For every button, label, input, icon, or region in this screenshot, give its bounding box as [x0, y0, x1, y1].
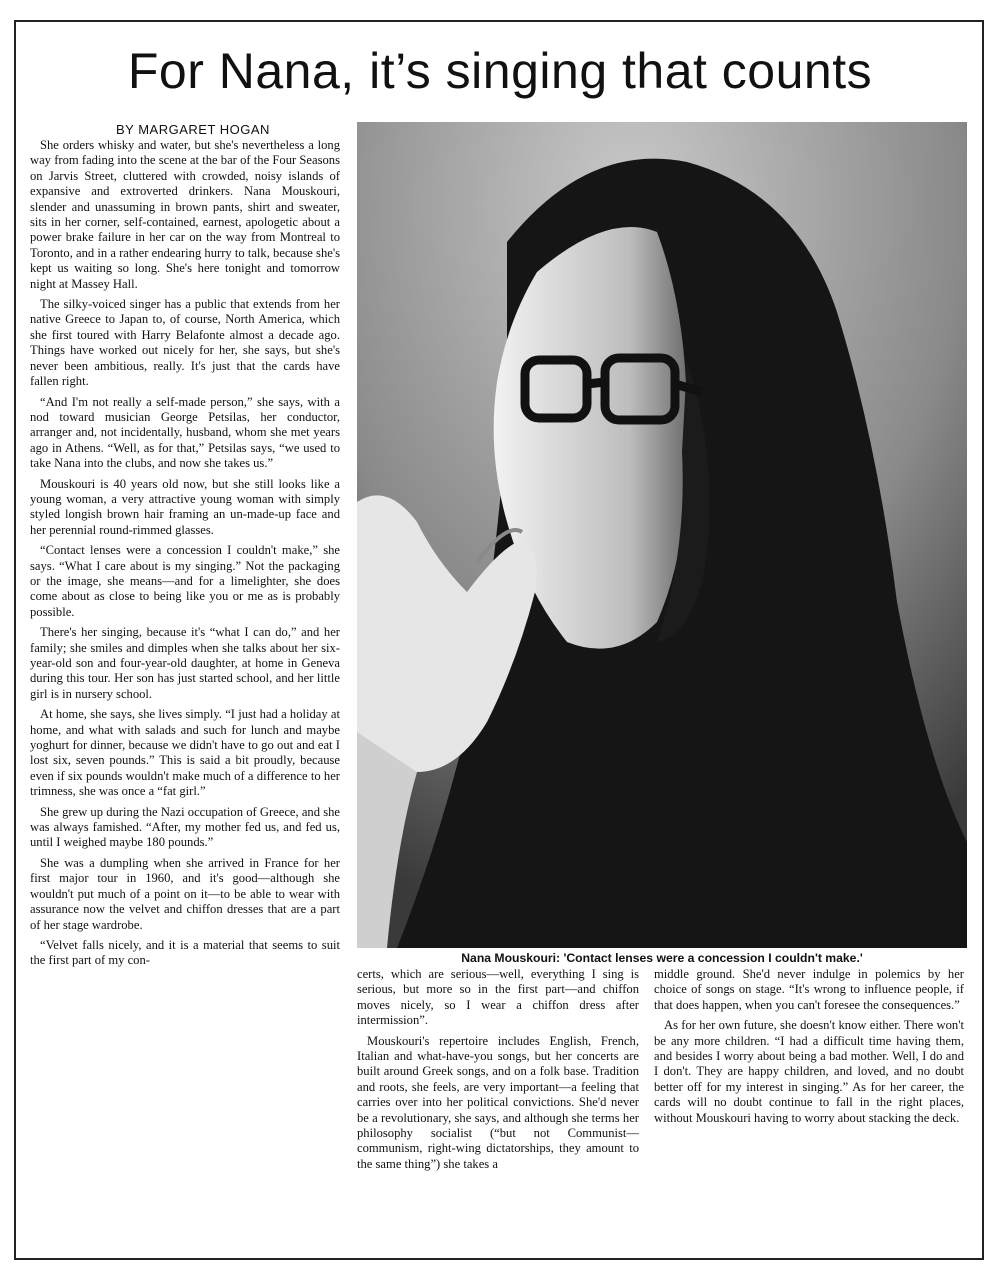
paragraph: There's her singing, because it's “what I can do,” and her family; she smiles and dimples when she talks about her six-year-old son and four-year-old daughter, at home in Geneva during this tour. Her son has just started school, and her little girl is in nursery school.	[30, 625, 340, 701]
paragraph: “Contact lenses were a concession I couldn't make,” she says. “What I care about is my singing.” Not the packaging or the image, she means—and for a limelighter, she does come about as close to being like you or me as is probably possible.	[30, 543, 340, 619]
paragraph: “And I'm not really a self-made person,” she says, with a nod toward musician George Petsilas, her conductor, arranger and, not incidentally, husband, whom she met years ago in Athens. “Well, as for that,” Petsilas says, “we used to take Nana into the clubs, and now she takes us.”	[30, 394, 340, 471]
paragraph: At home, she says, she lives simply. “I just had a holiday at home, and what with salads and such for lunch and maybe yoghurt for dinner, because we didn't have to go out and eat I lost six, seven pounds.” This is said a bit proudly, because even if six pounds wouldn't make much of a difference to her trimness, she was once a “fat girl.”	[30, 707, 340, 799]
paragraph: certs, which are serious—well, everything I sing is serious, but more so in the first part—and chiffon moves nicely, so I wear a chiffon dress after intermission”.	[357, 967, 639, 1028]
article-column-1	[30, 138, 340, 974]
paragraph: She was a dumpling when she arrived in France for her first major tour in 1960, and it's good—although she wouldn't put much of a point on it—to be able to wear with assurance now the velvet and chiffon dresses that are a part of her stage wardrobe.	[30, 855, 340, 932]
paragraph: As for her own future, she doesn't know either. There won't be any more children. “I had a difficult time having them, and besides I worry about being a bad mother. Well, I do and I don't. They are happy children, and loved, and no doubt better off for my interest in singing.” As for her career, the cards will no doubt continue to fall in the right places, without Mouskouri having to worry about stacking the deck.	[654, 1018, 964, 1125]
article-column-3	[654, 967, 964, 1131]
paragraph: The silky-voiced singer has a public that extends from her native Greece to Japan to, of course, North America, which she first toured with Harry Belafonte almost a decade ago. Things have worked out nicely for her, she says, but she's never been ambitious, really. It's just that the cards have fallen right.	[30, 297, 340, 389]
article-headline: For Nana, it’s singing that counts	[127, 43, 873, 99]
paragraph: Mouskouri's repertoire includes English, French, Italian and what-have-you songs, but her concerts are built around Greek songs, and on a folk base. Tradition and roots, she feels, are very important—a feeling that carries over into her political convictions. She'd never be a revolutionary, she says, and although she terms her philosophy socialist (“but not Communist—communism, right-wing dictatorships, they amount to the same thing”) she takes a	[357, 1033, 639, 1171]
portrait-illustration	[357, 122, 967, 948]
paragraph: “Velvet falls nicely, and it is a material that seems to suit the first part of my con-	[30, 937, 340, 968]
paragraph: She orders whisky and water, but she's nevertheless a long way from fading into the scene at the bar of the Four Seasons on Jarvis Street, cluttered with crowded, noisy islands of expansive and extroverted drinkers. Nana Mouskouri, slender and unassuming in brown pants, shirt and sweater, sits in her corner, self-contained, earnest, apologetic about a power brake failure in her car on the way from Montreal to Toronto, and in a rather endearing hurry to talk, because she's kept us waiting so long. She's here tonight and tomorrow night at Massey Hall.	[30, 138, 340, 291]
paragraph: middle ground. She'd never indulge in polemics by her choice of songs on stage. “It's wrong to influence people, if that does happen, when you can't foresee the consequences.”	[654, 967, 964, 1012]
article-column-2	[357, 967, 639, 1177]
byline: BY MARGARET HOGAN	[116, 122, 270, 137]
photo-caption: Nana Mouskouri: 'Contact lenses were a concession I couldn't make.'	[461, 951, 863, 965]
portrait-photo	[357, 122, 967, 948]
paragraph: Mouskouri is 40 years old now, but she still looks like a young woman, a very attractive young woman with simply styled longish brown hair framing an un-made-up face and her perennial round-rimmed glasses.	[30, 476, 340, 537]
paragraph: She grew up during the Nazi occupation of Greece, and she was always famished. “After, my mother fed us, and fed us, until I weighed maybe 180 pounds.”	[30, 804, 340, 850]
